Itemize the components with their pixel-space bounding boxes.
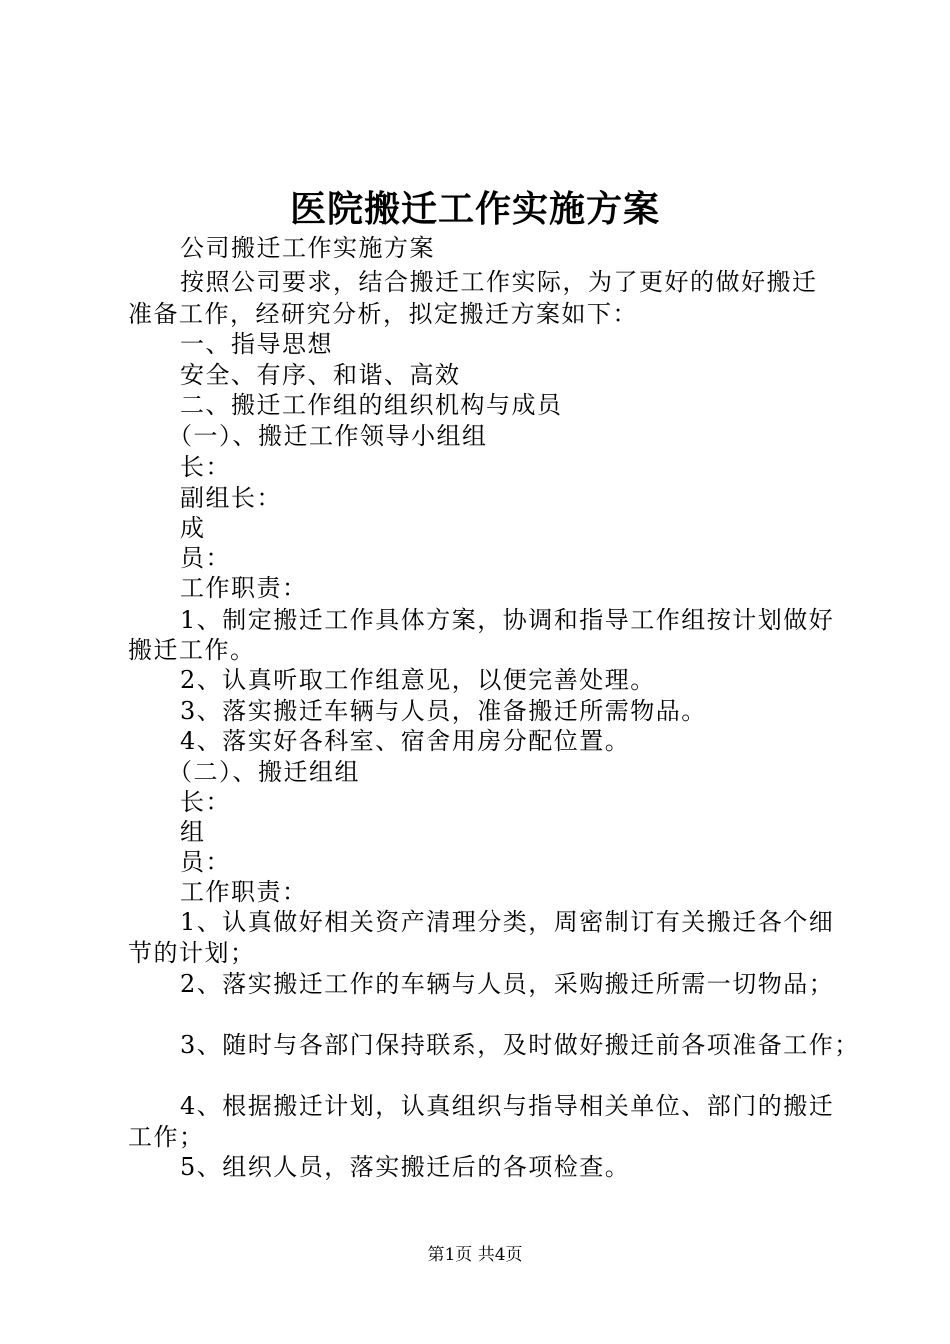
list-item: 4、落实好各科室、宿舍用房分配位置。 [180, 727, 631, 755]
list-item: 1、认真做好相关资产清理分类，周密制订有关搬迁各个细 [180, 908, 835, 936]
section-heading: 二、搬迁工作组的组织机构与成员 [180, 391, 563, 419]
text-line: 长： [180, 788, 231, 816]
text-line: 公司搬迁工作实施方案 [180, 234, 435, 262]
list-item: 1、制定搬迁工作具体方案，协调和指导工作组按计划做好 [180, 606, 835, 634]
list-item: 3、落实搬迁车辆与人员，准备搬迁所需物品。 [180, 697, 707, 725]
text-line: 工作职责： [180, 878, 308, 906]
list-item: 2、认真听取工作组意见，以便完善处理。 [180, 666, 656, 694]
text-line: 搬迁工作。 [128, 636, 256, 664]
text-line: 成 [180, 514, 206, 542]
list-item: 5、组织人员，落实搬迁后的各项检查。 [180, 1153, 631, 1181]
list-item: 4、根据搬迁计划，认真组织与指导相关单位、部门的搬迁 [180, 1092, 835, 1120]
list-item: 2、落实搬迁工作的车辆与人员，采购搬迁所需一切物品； [180, 970, 835, 998]
text-line: 组 [180, 818, 206, 846]
text-line: 安全、有序、和谐、高效 [180, 361, 461, 389]
text-line: 节的计划； [128, 939, 256, 967]
text-line: 工作职责： [180, 574, 308, 602]
text-line: 副组长： [180, 484, 282, 512]
subsection-heading: （二）、搬迁组组 [168, 758, 360, 786]
text-line: 按照公司要求，结合搬迁工作实际，为了更好的做好搬迁 [180, 268, 818, 296]
list-item: 3、随时与各部门保持联系，及时做好搬迁前各项准备工作； [180, 1031, 860, 1059]
section-heading: 一、指导思想 [180, 330, 333, 358]
page-number: 第1页 共4页 [427, 1245, 523, 1265]
subsection-heading: （一）、搬迁工作领导小组组 [168, 422, 488, 450]
text-line: 员： [180, 848, 231, 876]
text-line: 长： [180, 453, 231, 481]
text-line: 工作； [128, 1123, 205, 1151]
document-title: 医院搬迁工作实施方案 [289, 188, 660, 230]
text-line: 准备工作，经研究分析，拟定搬迁方案如下： [128, 300, 638, 328]
text-line: 员： [180, 544, 231, 572]
